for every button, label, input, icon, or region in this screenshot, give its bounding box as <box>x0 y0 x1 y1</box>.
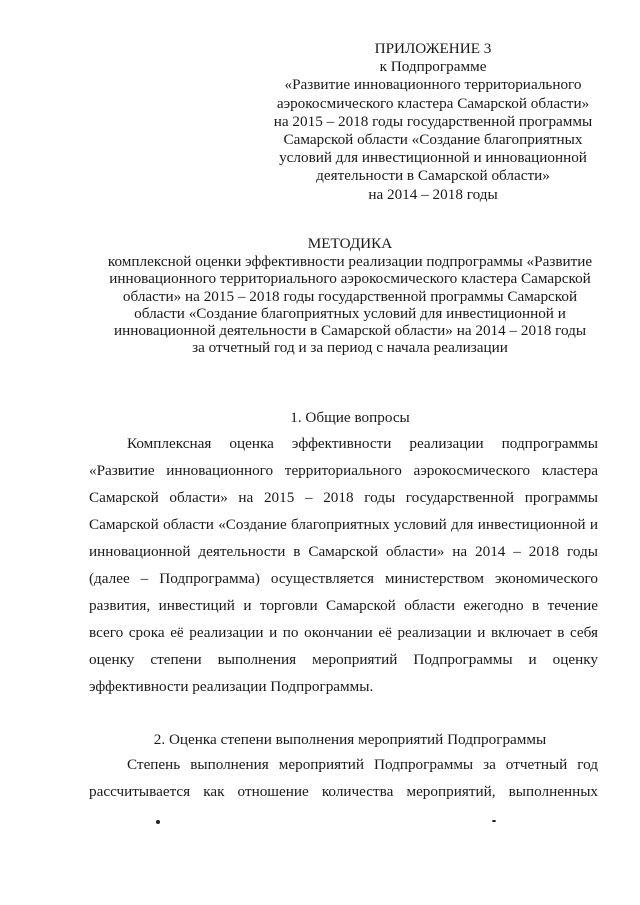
appendix-line: на 2015 – 2018 годы государственной программы <box>273 112 593 130</box>
paragraph-line: эффективности реализации Подпрограммы. <box>89 678 374 695</box>
section-2-paragraph <box>89 751 598 805</box>
paragraph-line: инновационной деятельности в Самарской области» на 2014 – 2018 годы <box>89 543 598 560</box>
scan-speck <box>492 820 496 822</box>
paragraph-line: всего срока её реализации и по окончании её реализации и включает в себя <box>89 624 598 641</box>
methodology-subtitle-line: области «Создание благоприятных условий для инвестиционной и <box>134 304 566 322</box>
paragraph-line: (далее – Подпрограмма) осуществляется министерством экономического <box>89 570 598 587</box>
methodology-subtitle-line: комплексной оценки эффективности реализации подпрограммы «Развитие <box>107 253 593 271</box>
appendix-line: на 2014 – 2018 годы <box>368 185 498 203</box>
paragraph-line: Степень выполнения мероприятий Подпрограммы за отчетный год <box>127 756 598 773</box>
appendix-line: к Подпрограмме <box>379 58 487 76</box>
methodology-subtitle-line: инновационного территориального аэрокосмического кластера Самарской <box>109 270 591 288</box>
appendix-line: условий для инвестиционной и инновационной <box>279 149 587 167</box>
methodology-subtitle-line: области» на 2015 – 2018 годы государственной программы Самарской <box>122 287 578 305</box>
appendix-header <box>262 40 604 204</box>
paragraph-line: Самарской области» на 2015 – 2018 годы государственной программы <box>89 489 598 506</box>
appendix-line: ПРИЛОЖЕНИЕ 3 <box>374 40 492 57</box>
paragraph-line: «Развитие инновационного территориального аэрокосмического кластера <box>89 462 598 479</box>
section-2-title: 2. Оценка степени выполнения мероприятий Подпрограммы <box>153 731 547 748</box>
section-1-paragraph <box>89 430 598 700</box>
methodology-subtitle-line: за отчетный год и за период с начала реализации <box>192 339 508 357</box>
section-1-title: 1. Общие вопросы <box>290 409 410 426</box>
scan-speck <box>156 820 160 824</box>
paragraph-line: рассчитывается как отношение количества мероприятий, выполненных <box>89 783 598 800</box>
appendix-line: аэрокосмического кластера Самарской области» <box>276 94 590 112</box>
paragraph-line: оценку степени выполнения мероприятий Подпрограммы и оценку <box>89 651 598 668</box>
appendix-line: Самарской области «Создание благоприятных <box>283 131 583 149</box>
methodology-subtitle-line: инновационной деятельности в Самарской области» на 2014 – 2018 годы <box>113 322 587 340</box>
appendix-line: деятельности в Самарской области» <box>316 167 550 185</box>
paragraph-line: Самарской области «Создание благоприятных условий для инвестиционной и <box>89 516 598 533</box>
paragraph-line: Комплексная оценка эффективности реализации подпрограммы <box>127 435 598 452</box>
paragraph-line: развития, инвестиций и торговли Самарской области ежегодно в течение <box>89 597 598 614</box>
appendix-line: «Развитие инновационного территориального <box>284 76 582 94</box>
methodology-title-block <box>88 235 612 356</box>
methodology-heading: МЕТОДИКА <box>307 235 393 252</box>
